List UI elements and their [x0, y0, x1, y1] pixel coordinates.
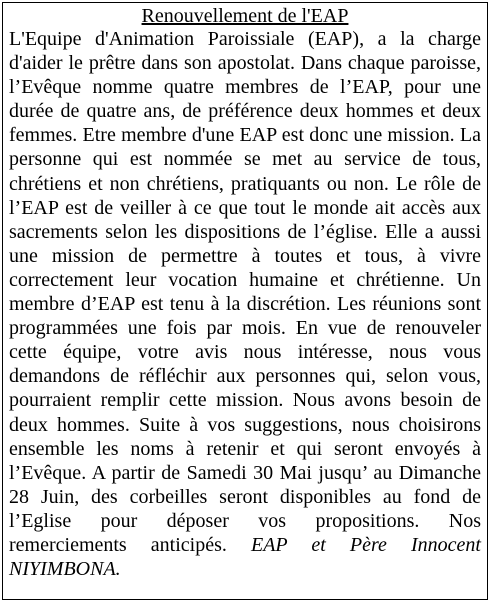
notice-frame — [2, 2, 488, 600]
body-paragraph: L'Equipe d'Animation Paroissiale (EAP), a la charge d'aider le prêtre dans son apostolat. Dans chaque paroisse, l’Evêque nomme quatre membres de l’EAP, pour une durée de quatre ans, de préférence deux hommes et deux femmes. Etre membre d'une EAP est donc une mission. La personne qui est nommée se met au service de tous, chrétiens et non chrétiens, pratiquants ou non. Le rôle de l’EAP est de veiller à ce que tout le monde ait accès aux sacrements selon les dispositions de l’église. Elle a aussi une mission de permettre à toutes et tous, à vivre correctement leur vocation humaine et chrétienne. Un membre d’EAP est tenu à la discrétion. Les réunions sont programmées une fois par mois. En vue de renouveler cette équipe, votre avis nous intéresse, nous vous demandons de réfléchir aux personnes qui, selon vous, pourraient remplir cette mission. Nous avons besoin de deux hommes. Suite à vos suggestions, nous choisirons ensemble les noms à retenir et qui seront envoyés à l’Evêque. A partir de Samedi 30 Mai jusqu’ au Dimanche 28 Juin, des corbeilles seront disponibles au fond de l’Eglise pour déposer vos propositions. Nos remerciements anticipés. — [9, 28, 481, 556]
notice-body — [9, 27, 481, 581]
signature: EAP et Père Innocent NIYIMBONA. — [9, 533, 481, 581]
notice-title: Renouvellement de l'EAP — [141, 5, 349, 27]
